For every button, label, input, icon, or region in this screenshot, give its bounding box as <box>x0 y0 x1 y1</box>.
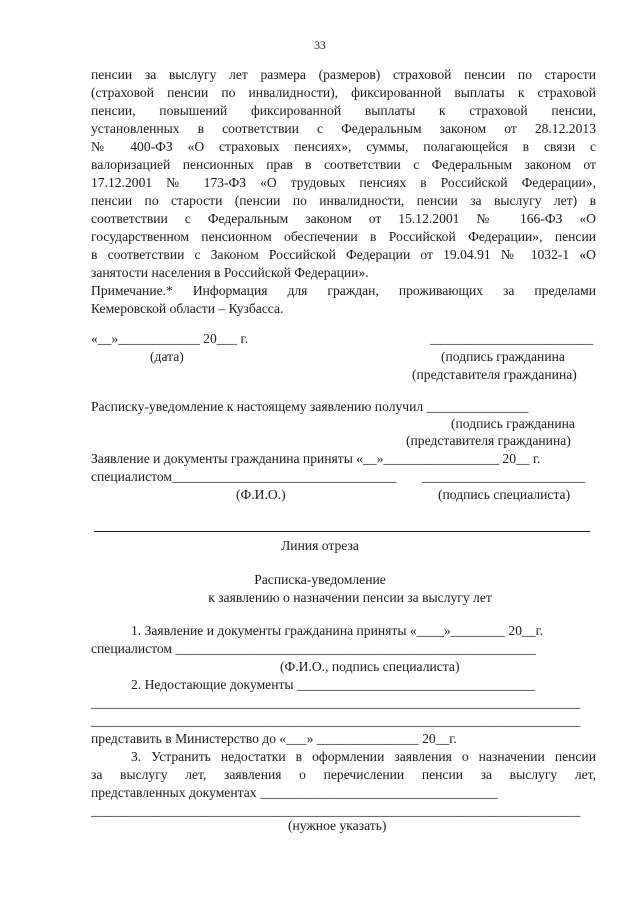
citizen-signature-field: ________________________ <box>430 331 594 346</box>
body-line: установленных в соответствии с Федеральным законом от 28.12.2013 <box>91 121 596 136</box>
specialist-signature-caption: (подпись специалиста) <box>438 487 571 502</box>
item-1-specialist: специалистом _____________________________________________________ <box>91 641 536 656</box>
cut-line-label: Линия отреза <box>281 538 359 553</box>
signature-caption: (подпись гражданина <box>441 349 565 364</box>
receipt-subtitle: к заявлению о назначении пенсии за выслугу лет <box>208 590 492 605</box>
item-2-submit-deadline: представить в Министерство до «___» _______________ 20__г. <box>91 731 457 746</box>
documents-accepted-line: Заявление и документы гражданина приняты «__»_________________ 20__ г. <box>91 451 541 466</box>
item-2-missing-documents: 2. Недостающие документы ___________________________________ <box>131 677 535 692</box>
fio-caption: (Ф.И.О.) <box>236 487 286 502</box>
body-line: в соответствии с Законом Российской Федерации от 19.04.91 № 1032-1 «О <box>91 247 596 262</box>
item-1-caption: (Ф.И.О., подпись специалиста) <box>280 659 460 674</box>
specialist-signature-field: ________________________ <box>422 469 586 484</box>
page-number: 33 <box>314 40 326 52</box>
signature-caption: (представителя гражданина) <box>412 367 577 382</box>
body-line: государственном пенсионном обеспечении в Российской Федерации», пенсии <box>91 229 596 244</box>
item-3-line: представленных документах ___________________________________ <box>91 785 498 800</box>
note-line: Примечание.* Информация для граждан, проживающих за пределами <box>91 283 596 298</box>
body-line: соответствии с Федеральным законом от 15.12.2001 № 166-ФЗ «О <box>91 211 596 226</box>
date-caption: (дата) <box>150 349 184 364</box>
body-line: валоризацией пенсионных прав в соответствии с Федеральным законом от <box>91 157 596 172</box>
body-line: (страховой пенсии по инвалидности), фиксированной выплаты к страховой <box>91 85 596 100</box>
body-line: пенсии по старости (пенсии по инвалидности, пенсии за выслугу лет) в <box>91 193 596 208</box>
body-line: № 400-ФЗ «О страховых пенсиях», суммы, полагающейся в связи с <box>91 139 596 154</box>
cut-line <box>94 531 590 532</box>
blank-line: ________________________________________________________________________ <box>91 803 581 818</box>
blank-line: ________________________________________________________________________ <box>91 695 581 710</box>
body-line: пенсии за выслугу лет размера (размеров) страховой пенсии по старости <box>91 67 596 82</box>
body-line: занятости населения в Российской Федерации». <box>91 265 369 280</box>
body-line: 17.12.2001 № 173-ФЗ «О трудовых пенсиях в Российской Федерации», <box>91 175 596 190</box>
signature-caption: (подпись гражданина <box>451 416 575 431</box>
item-3-caption: (нужное указать) <box>288 818 387 833</box>
note-line: Кемеровской области – Кузбасса. <box>91 301 284 316</box>
receipt-title: Расписка-уведомление <box>254 572 386 587</box>
signature-caption: (представителя гражданина) <box>406 433 571 448</box>
body-line: пенсии, повышений фиксированной выплаты к страховой пенсии, <box>91 103 596 118</box>
item-3-line: за выслугу лет, заявления о перечислении пенсии за выслугу лет, <box>91 767 596 782</box>
specialist-field: специалистом_________________________________ <box>91 469 397 484</box>
blank-line: ________________________________________________________________________ <box>91 713 581 728</box>
date-field: «__»____________ 20___ г. <box>91 331 248 346</box>
item-3-line: 3. Устранить недостатки в оформлении заявления о назначении пенсии <box>131 749 596 764</box>
item-1-accepted: 1. Заявление и документы гражданина приняты «____»________ 20__г. <box>131 623 544 638</box>
receipt-received-line: Расписку-уведомление к настоящему заявлению получил _______________ <box>91 399 529 414</box>
